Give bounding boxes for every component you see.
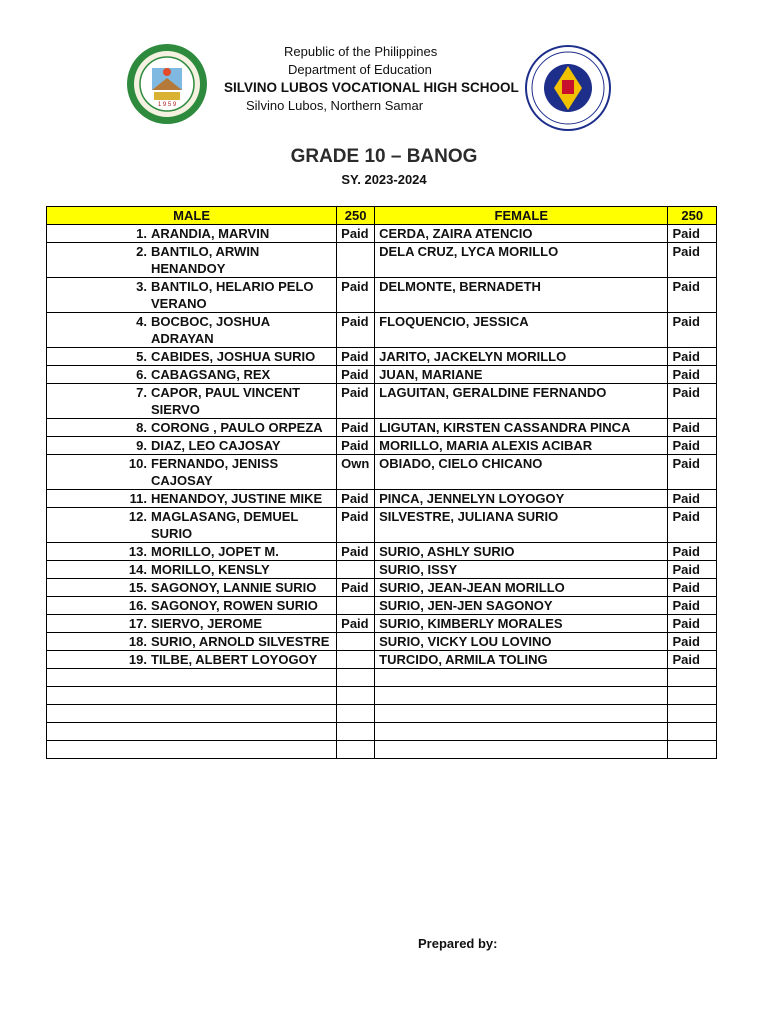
male-payment-status: Paid bbox=[337, 615, 375, 633]
female-student-name: SURIO, ISSY bbox=[375, 561, 668, 579]
male-student-name: BOCBOC, JOSHUA ADRAYAN bbox=[151, 314, 270, 346]
table-row bbox=[47, 437, 717, 455]
female-student-name: JARITO, JACKELYN MORILLO bbox=[375, 348, 668, 366]
student-roster-table bbox=[46, 206, 717, 759]
row-number: 6. bbox=[136, 367, 147, 382]
male-student-cell bbox=[47, 543, 337, 561]
female-student-name: CERDA, ZAIRA ATENCIO bbox=[375, 225, 668, 243]
male-payment-status: Paid bbox=[337, 225, 375, 243]
row-number: 11. bbox=[129, 491, 147, 506]
header-department: Department of Education bbox=[288, 62, 432, 77]
female-student-name: FLOQUENCIO, JESSICA bbox=[375, 313, 668, 348]
male-payment-status bbox=[337, 705, 375, 723]
male-student-name: CABIDES, JOSHUA SURIO bbox=[151, 349, 316, 364]
male-payment-status bbox=[337, 651, 375, 669]
row-number: 17. bbox=[128, 616, 147, 631]
male-student-cell bbox=[47, 705, 337, 723]
male-payment-status: Paid bbox=[337, 543, 375, 561]
male-student-name: SAGONOY, LANNIE SURIO bbox=[151, 580, 317, 595]
row-number: 1. bbox=[136, 226, 147, 241]
table-row bbox=[47, 615, 717, 633]
table-row bbox=[47, 419, 717, 437]
male-student-cell bbox=[47, 348, 337, 366]
female-student-name bbox=[375, 687, 668, 705]
female-student-name: OBIADO, CIELO CHICANO bbox=[375, 455, 668, 490]
row-number: 5. bbox=[136, 349, 147, 364]
female-payment-status: Paid bbox=[668, 615, 717, 633]
row-number: 16. bbox=[128, 598, 147, 613]
male-payment-status bbox=[337, 741, 375, 759]
male-student-name: TILBE, ALBERT LOYOGOY bbox=[151, 652, 318, 667]
male-student-name: CABAGSANG, REX bbox=[151, 367, 271, 382]
male-student-name: MAGLASANG, DEMUEL SURIO bbox=[151, 509, 299, 541]
prepared-by-label: Prepared by: bbox=[418, 936, 498, 951]
table-row bbox=[47, 597, 717, 615]
female-student-name bbox=[375, 741, 668, 759]
male-payment-status bbox=[337, 687, 375, 705]
female-payment-status: Paid bbox=[668, 561, 717, 579]
male-student-cell bbox=[47, 490, 337, 508]
male-payment-status: Paid bbox=[337, 366, 375, 384]
male-student-name: BANTILO, ARWIN HENANDOY bbox=[151, 244, 260, 276]
female-student-name: JUAN, MARIANE bbox=[375, 366, 668, 384]
female-payment-status: Paid bbox=[668, 508, 717, 543]
male-student-cell bbox=[47, 366, 337, 384]
male-student-cell bbox=[47, 723, 337, 741]
svg-text:1 9 5 9: 1 9 5 9 bbox=[157, 102, 177, 108]
row-number: 15. bbox=[128, 580, 147, 595]
female-payment-status bbox=[668, 669, 717, 687]
male-payment-status: Paid bbox=[337, 313, 375, 348]
male-student-cell bbox=[47, 597, 337, 615]
male-payment-status: Own bbox=[337, 455, 375, 490]
female-student-name: DELMONTE, BERNADETH bbox=[375, 278, 668, 313]
male-student-name: SURIO, ARNOLD SILVESTRE bbox=[151, 634, 330, 649]
female-student-name: LAGUITAN, GERALDINE FERNANDO bbox=[375, 384, 668, 419]
female-student-name: SURIO, JEAN-JEAN MORILLO bbox=[375, 579, 668, 597]
header-school-name: SILVINO LUBOS VOCATIONAL HIGH SCHOOL bbox=[224, 80, 519, 95]
female-student-name: SILVESTRE, JULIANA SURIO bbox=[375, 508, 668, 543]
male-student-cell bbox=[47, 225, 337, 243]
male-student-cell bbox=[47, 651, 337, 669]
female-amount-header: 250 bbox=[668, 207, 717, 225]
male-student-name: ARANDIA, MARVIN bbox=[151, 226, 270, 241]
male-student-name: DIAZ, LEO CAJOSAY bbox=[151, 438, 281, 453]
male-student-cell bbox=[47, 579, 337, 597]
female-payment-status: Paid bbox=[668, 597, 717, 615]
male-payment-status bbox=[337, 633, 375, 651]
table-header-row bbox=[47, 207, 717, 225]
page-title: GRADE 10 – BANOG bbox=[290, 146, 478, 167]
male-student-cell bbox=[47, 455, 337, 490]
male-column-header: MALE bbox=[47, 207, 337, 225]
table-row bbox=[47, 243, 717, 278]
male-student-cell bbox=[47, 687, 337, 705]
female-payment-status: Paid bbox=[668, 243, 717, 278]
female-payment-status: Paid bbox=[668, 366, 717, 384]
school-seal-logo bbox=[124, 42, 210, 126]
table-row bbox=[47, 225, 717, 243]
female-student-name: LIGUTAN, KIRSTEN CASSANDRA PINCA bbox=[375, 419, 668, 437]
male-payment-status bbox=[337, 669, 375, 687]
female-payment-status: Paid bbox=[668, 651, 717, 669]
row-number: 7. bbox=[136, 385, 147, 400]
row-number: 3. bbox=[136, 279, 147, 294]
table-row bbox=[47, 313, 717, 348]
male-payment-status bbox=[337, 561, 375, 579]
male-student-cell bbox=[47, 633, 337, 651]
male-payment-status bbox=[337, 597, 375, 615]
female-student-name: SURIO, KIMBERLY MORALES bbox=[375, 615, 668, 633]
female-payment-status: Paid bbox=[668, 419, 717, 437]
male-student-name: FERNANDO, JENISS CAJOSAY bbox=[151, 456, 279, 488]
female-student-name: SURIO, VICKY LOU LOVINO bbox=[375, 633, 668, 651]
female-student-name: MORILLO, MARIA ALEXIS ACIBAR bbox=[375, 437, 668, 455]
table-row bbox=[47, 561, 717, 579]
male-payment-status bbox=[337, 243, 375, 278]
female-payment-status bbox=[668, 741, 717, 759]
header-republic: Republic of the Philippines bbox=[284, 44, 438, 59]
male-student-cell bbox=[47, 615, 337, 633]
table-row bbox=[47, 579, 717, 597]
male-payment-status: Paid bbox=[337, 437, 375, 455]
male-payment-status: Paid bbox=[337, 508, 375, 543]
school-year: SY. 2023-2024 bbox=[341, 172, 427, 187]
row-number: 4. bbox=[136, 314, 147, 329]
female-payment-status: Paid bbox=[668, 313, 717, 348]
row-number: 10. bbox=[128, 456, 147, 471]
male-payment-status: Paid bbox=[337, 278, 375, 313]
male-student-cell bbox=[47, 669, 337, 687]
female-payment-status bbox=[668, 705, 717, 723]
female-payment-status: Paid bbox=[668, 579, 717, 597]
male-student-cell bbox=[47, 437, 337, 455]
female-column-header: FEMALE bbox=[375, 207, 668, 225]
roster-body bbox=[47, 225, 717, 759]
row-number: 9. bbox=[136, 438, 147, 453]
row-number: 19. bbox=[128, 652, 147, 667]
female-payment-status: Paid bbox=[668, 490, 717, 508]
male-student-cell bbox=[47, 561, 337, 579]
male-student-cell bbox=[47, 741, 337, 759]
male-payment-status: Paid bbox=[337, 579, 375, 597]
male-student-cell bbox=[47, 384, 337, 419]
female-payment-status: Paid bbox=[668, 543, 717, 561]
table-row bbox=[47, 366, 717, 384]
table-row bbox=[47, 723, 717, 741]
male-student-name: SIERVO, JEROME bbox=[151, 616, 263, 631]
male-payment-status: Paid bbox=[337, 490, 375, 508]
male-payment-status: Paid bbox=[337, 384, 375, 419]
female-student-name: DELA CRUZ, LYCA MORILLO bbox=[375, 243, 668, 278]
table-row bbox=[47, 543, 717, 561]
header-address: Silvino Lubos, Northern Samar bbox=[246, 98, 424, 113]
row-number: 18. bbox=[128, 634, 147, 649]
row-number: 8. bbox=[136, 420, 147, 435]
table-row bbox=[47, 490, 717, 508]
female-student-name bbox=[375, 669, 668, 687]
female-payment-status: Paid bbox=[668, 348, 717, 366]
female-payment-status: Paid bbox=[668, 225, 717, 243]
male-payment-status: Paid bbox=[337, 348, 375, 366]
deped-seal-logo bbox=[522, 44, 614, 132]
female-student-name: SURIO, ASHLY SURIO bbox=[375, 543, 668, 561]
male-payment-status bbox=[337, 723, 375, 741]
document-header bbox=[0, 40, 768, 130]
male-student-name: HENANDOY, JUSTINE MIKE bbox=[151, 491, 323, 506]
female-student-name bbox=[375, 705, 668, 723]
female-payment-status: Paid bbox=[668, 278, 717, 313]
female-student-name: SURIO, JEN-JEN SAGONOY bbox=[375, 597, 668, 615]
table-row bbox=[47, 741, 717, 759]
female-payment-status bbox=[668, 723, 717, 741]
male-student-name: MORILLO, JOPET M. bbox=[151, 544, 279, 559]
male-student-name: CAPOR, PAUL VINCENT SIERVO bbox=[151, 385, 301, 417]
row-number: 13. bbox=[128, 544, 147, 559]
male-payment-status: Paid bbox=[337, 419, 375, 437]
table-row bbox=[47, 278, 717, 313]
male-student-name: BANTILO, HELARIO PELO VERANO bbox=[151, 279, 314, 311]
row-number: 12. bbox=[128, 509, 147, 524]
female-payment-status: Paid bbox=[668, 633, 717, 651]
table-row bbox=[47, 651, 717, 669]
female-student-name: TURCIDO, ARMILA TOLING bbox=[375, 651, 668, 669]
female-payment-status: Paid bbox=[668, 437, 717, 455]
female-payment-status bbox=[668, 687, 717, 705]
male-student-name: SAGONOY, ROWEN SURIO bbox=[151, 598, 318, 613]
female-student-name: PINCA, JENNELYN LOYOGOY bbox=[375, 490, 668, 508]
row-number: 2. bbox=[136, 244, 147, 259]
female-student-name bbox=[375, 723, 668, 741]
male-student-name: MORILLO, KENSLY bbox=[151, 562, 270, 577]
table-row bbox=[47, 687, 717, 705]
table-row bbox=[47, 508, 717, 543]
male-student-cell bbox=[47, 313, 337, 348]
female-payment-status: Paid bbox=[668, 455, 717, 490]
male-student-cell bbox=[47, 243, 337, 278]
table-row bbox=[47, 669, 717, 687]
table-row bbox=[47, 455, 717, 490]
table-row bbox=[47, 705, 717, 723]
table-row bbox=[47, 348, 717, 366]
male-student-cell bbox=[47, 419, 337, 437]
female-payment-status: Paid bbox=[668, 384, 717, 419]
male-student-cell bbox=[47, 278, 337, 313]
male-student-cell bbox=[47, 508, 337, 543]
row-number: 14. bbox=[128, 562, 147, 577]
male-amount-header: 250 bbox=[337, 207, 375, 225]
table-row bbox=[47, 633, 717, 651]
male-student-name: CORONG , PAULO ORPEZA bbox=[151, 420, 323, 435]
table-row bbox=[47, 384, 717, 419]
